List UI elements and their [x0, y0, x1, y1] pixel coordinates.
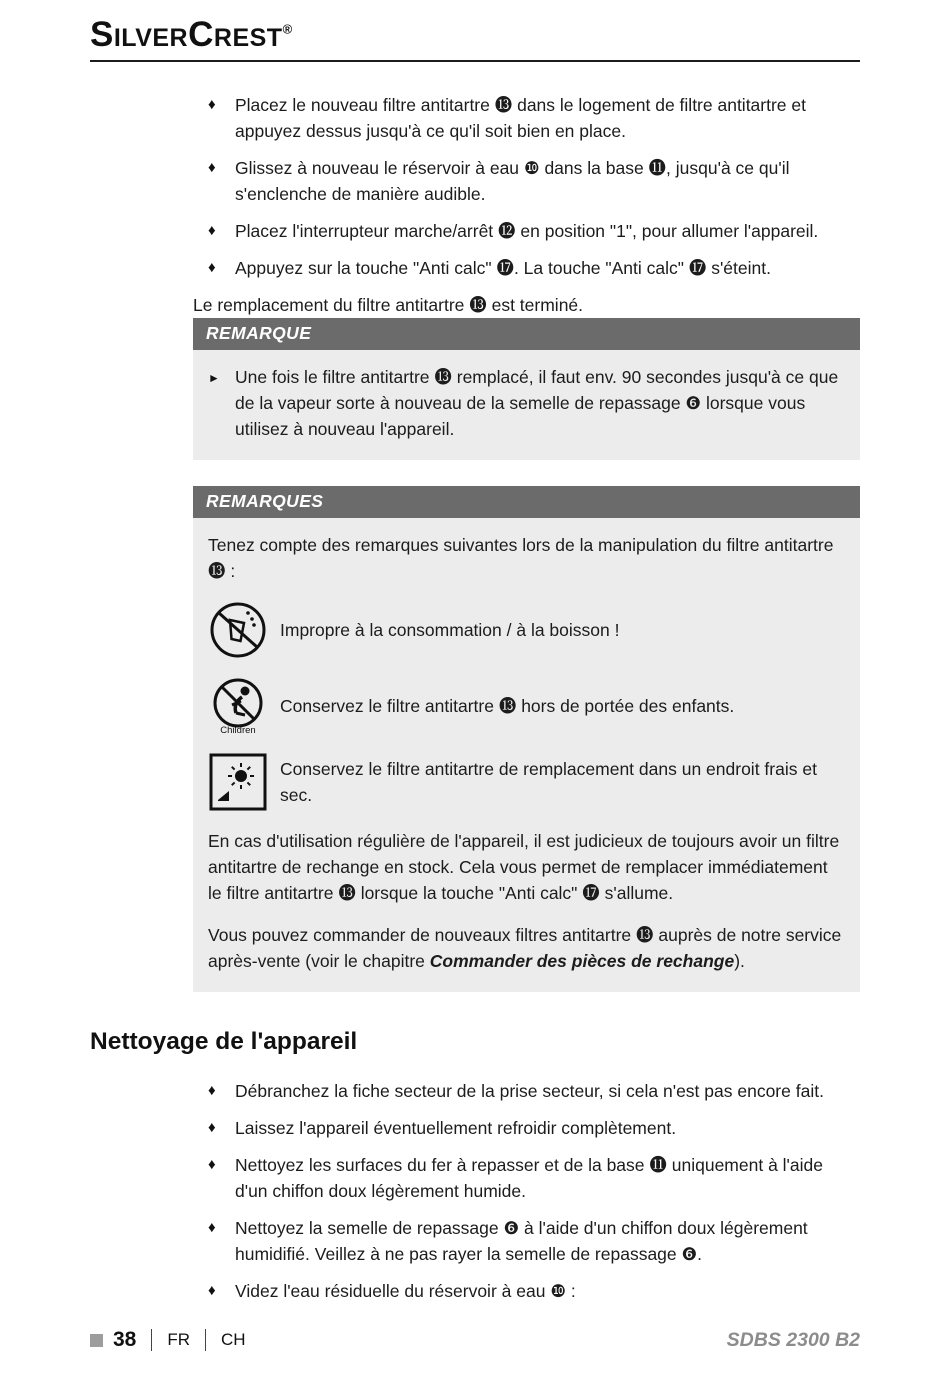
region-fr: FR	[167, 1330, 191, 1349]
no-children-icon	[208, 676, 268, 736]
note-text: Une fois le filtre antitartre ⓭ remplacé, il faut env. 90 secondes jusqu'à ce que de la vapeur sorte à nouveau de la semelle de repassage ❻ lorsque vous utilisez à nouveau l'appareil.	[235, 366, 839, 439]
notice-body	[193, 350, 860, 460]
list-item	[193, 155, 860, 207]
step-text: Glissez à nouveau le réservoir à eau ❿ dans la base ⓫, jusqu'à ce qu'il s'enclenche de manière audible.	[235, 157, 790, 204]
diamond-bullet-icon: ♦	[208, 1081, 216, 1099]
step-text: Laissez l'appareil éventuellement refroidir complètement.	[235, 1117, 677, 1138]
cleaning-steps-list	[193, 1078, 860, 1304]
step-text: Placez le nouveau filtre antitartre ⓭ dans le logement de filtre antitartre et appuyez dessus jusqu'à ce qu'il soit bien en place.	[235, 94, 806, 141]
silvercrest-logo	[90, 16, 860, 55]
list-item	[193, 1152, 860, 1204]
page-marker-square	[90, 1334, 103, 1347]
list-item	[193, 1078, 860, 1104]
notes-intro: Tenez compte des remarques suivantes lors de la manipulation du filtre antitartre ⓭ :	[208, 534, 834, 581]
diamond-bullet-icon: ♦	[208, 1118, 216, 1136]
replacement-steps-list	[193, 92, 860, 281]
region-ch: CH	[221, 1330, 246, 1349]
brand-name: SilverCrest	[90, 15, 283, 54]
notice-title: REMARQUE	[193, 318, 860, 350]
notice-body	[193, 518, 860, 992]
diamond-bullet-icon: ♦	[208, 1155, 216, 1173]
step-text: Placez l'interrupteur marche/arrêt ⓬ en position "1", pour allumer l'appareil.	[235, 220, 819, 241]
notice-title: REMARQUES	[193, 486, 860, 518]
list-item	[193, 92, 860, 144]
list-item	[193, 1215, 860, 1267]
chapter-reference: Commander des pièces de rechange	[429, 950, 735, 971]
diamond-bullet-icon: ♦	[208, 221, 216, 239]
registered-mark: ®	[282, 21, 293, 37]
diamond-bullet-icon: ♦	[208, 1218, 216, 1236]
step-text: Appuyez sur la touche "Anti calc" ⓱. La touche "Anti calc" ⓱ s'éteint.	[235, 257, 771, 278]
note-item	[208, 364, 842, 442]
list-item	[193, 1278, 860, 1304]
warning-row	[208, 600, 842, 660]
page-body	[90, 92, 860, 1315]
cool-dry-storage-icon	[208, 752, 268, 812]
model-number: SDBS 2300 B2	[726, 1328, 860, 1351]
footer-separator	[205, 1329, 206, 1351]
warning-row	[208, 676, 842, 736]
step-text: Videz l'eau résiduelle du réservoir à eau ❿ :	[235, 1280, 576, 1301]
page-footer	[90, 1328, 860, 1352]
footer-separator	[151, 1329, 152, 1351]
list-item	[193, 218, 860, 244]
step-text: Débranchez la fiche secteur de la prise secteur, si cela n'est pas encore fait.	[235, 1080, 824, 1101]
section-title-cleaning: Nettoyage de l'appareil	[90, 1027, 358, 1055]
step-text: Nettoyez la semelle de repassage ❻ à l'aide d'un chiffon doux légèrement humidifié. Veillez à ne pas rayer la semelle de repassage ❻.	[235, 1217, 808, 1264]
warning-text: Conservez le filtre antitartre ⓭ hors de portée des enfants.	[280, 695, 735, 716]
list-item	[193, 1115, 860, 1141]
step-text: Nettoyez les surfaces du fer à repasser et de la base ⓫ uniquement à l'aide d'un chiffon doux légèrement humide.	[235, 1154, 823, 1201]
completion-text: Le remplacement du filtre antitartre ⓭ est terminé.	[193, 294, 584, 315]
diamond-bullet-icon: ♦	[208, 1281, 216, 1299]
header-divider	[90, 60, 860, 62]
stock-paragraph: En cas d'utilisation régulière de l'appareil, il est judicieux de toujours avoir un filtre antitartre de rechange en stock. Cela vous permet de remplacer immédiatement le filtre antitartre ⓭ lorsque la touche "Anti calc" ⓱ s'allume.	[208, 830, 840, 903]
diamond-bullet-icon: ♦	[208, 258, 216, 276]
diamond-bullet-icon: ♦	[208, 158, 216, 176]
warning-text: Impropre à la consommation / à la boisson !	[280, 619, 620, 640]
remarques-box	[193, 486, 860, 992]
warning-text: Conservez le filtre antitartre de remplacement dans un endroit frais et sec.	[280, 758, 817, 805]
children-label: Children	[220, 724, 256, 736]
order-paragraph-pre: Vous pouvez commander de nouveaux filtres antitartre ⓭ auprès de notre service après-vente (voir le chapitre	[208, 924, 842, 971]
list-item	[193, 255, 860, 281]
footer-left	[90, 1328, 246, 1352]
order-paragraph	[208, 922, 842, 974]
remarque-box	[193, 318, 860, 460]
page-number: 38	[113, 1328, 137, 1351]
order-paragraph-post: ).	[734, 950, 745, 971]
diamond-bullet-icon: ♦	[208, 95, 216, 113]
warning-row	[208, 752, 842, 812]
page-header	[90, 16, 860, 62]
arrow-bullet-icon: ►	[208, 370, 220, 385]
no-drinking-icon	[208, 600, 268, 660]
